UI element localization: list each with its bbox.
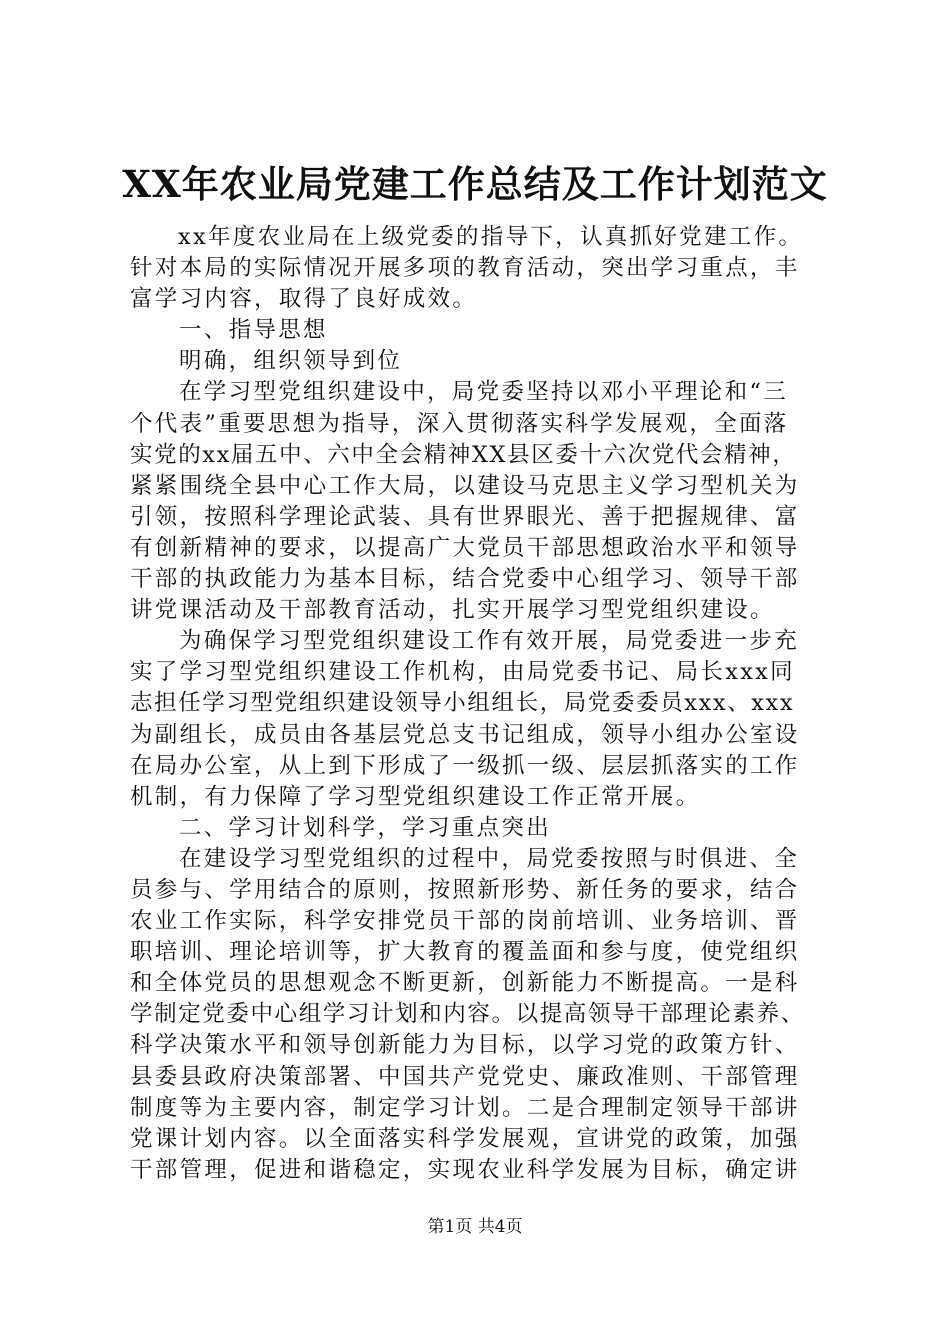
text-line: 员参与、学用结合的原则，按照新形势、新任务的要求，结合 <box>130 876 800 903</box>
text-line: 科学决策水平和领导创新能力为目标，以学习党的政策方针、 <box>130 1032 800 1059</box>
text-line: 引领，按照科学理论武装、具有世界眼光、善于把握规律、富 <box>130 503 800 530</box>
text-line: 干部管理，促进和谐稳定，实现农业科学发展为目标，确定讲 <box>130 1156 800 1183</box>
document-body <box>130 222 830 1186</box>
text-line: 富学习内容，取得了良好成效。 <box>130 286 478 313</box>
text-line: 党课计划内容。以全面落实科学发展观，宣讲党的政策，加强 <box>130 1125 800 1152</box>
text-line: 为确保学习型党组织建设工作有效开展，局党委进一步充 <box>179 628 800 655</box>
text-line: 学制定党委中心组学习计划和内容。以提高领导干部理论素养、 <box>130 1001 805 1028</box>
text-line: 在局办公室，从上到下形成了一级抓一级、层层抓落实的工作 <box>130 752 800 779</box>
text-line: 实了学习型党组织建设工作机构，由局党委书记、局长xxx同 <box>130 659 795 686</box>
text-line: 讲党课活动及干部教育活动，扎实开展学习型党组织建设。 <box>130 597 775 624</box>
text-line: 县委县政府决策部署、中国共产党党史、廉政准则、干部管理 <box>130 1063 800 1090</box>
text-line: 个代表”重要思想为指导，深入贯彻落实科学发展观，全面落 <box>130 410 789 437</box>
section-heading: 二、学习计划科学，学习重点突出 <box>179 814 552 841</box>
text-line: 职培训、理论培训等，扩大教育的覆盖面和参与度，使党组织 <box>130 939 800 966</box>
text-line: 有创新精神的要求，以提高广大党员干部思想政治水平和领导 <box>130 534 800 561</box>
document-title: XX年农业局党建工作总结及工作计划范文 <box>122 162 828 206</box>
text-line: 和全体党员的思想观念不断更新，创新能力不断提高。一是科 <box>130 970 800 997</box>
section-heading: 一、指导思想 <box>179 317 328 344</box>
text-line: 为副组长，成员由各基层党总支书记组成，领导小组办公室设 <box>130 721 800 748</box>
page-number: 第1页 共4页 <box>427 1217 523 1237</box>
text-line: 干部的执政能力为基本目标，结合党委中心组学习、领导干部 <box>130 566 800 593</box>
text-line: 志担任学习型党组织建设领导小组组长，局党委委员xxx、xxx <box>130 690 795 717</box>
text-line: 机制，有力保障了学习型党组织建设工作正常开展。 <box>130 783 701 810</box>
text-line: xx年度农业局在上级党委的指导下，认真抓好党建工作。 <box>178 224 804 250</box>
text-line: 农业工作实际，科学安排党员干部的岗前培训、业务培训、晋 <box>130 908 800 935</box>
text-line: 制度等为主要内容，制定学习计划。二是合理制定领导干部讲 <box>130 1094 800 1121</box>
text-line: 针对本局的实际情况开展多项的教育活动，突出学习重点，丰 <box>130 255 800 282</box>
text-line: 在学习型党组织建设中，局党委坚持以邓小平理论和“三 <box>179 379 789 406</box>
text-line: 在建设学习型党组织的过程中，局党委按照与时俱进、全 <box>179 845 800 872</box>
text-line: 紧紧围绕全县中心工作大局，以建设马克思主义学习型机关为 <box>130 472 800 499</box>
text-line: 实党的xx届五中、六中全会精神XX县区委十六次党代会精神， <box>130 441 797 468</box>
subsection-heading: 明确，组织领导到位 <box>179 348 403 375</box>
